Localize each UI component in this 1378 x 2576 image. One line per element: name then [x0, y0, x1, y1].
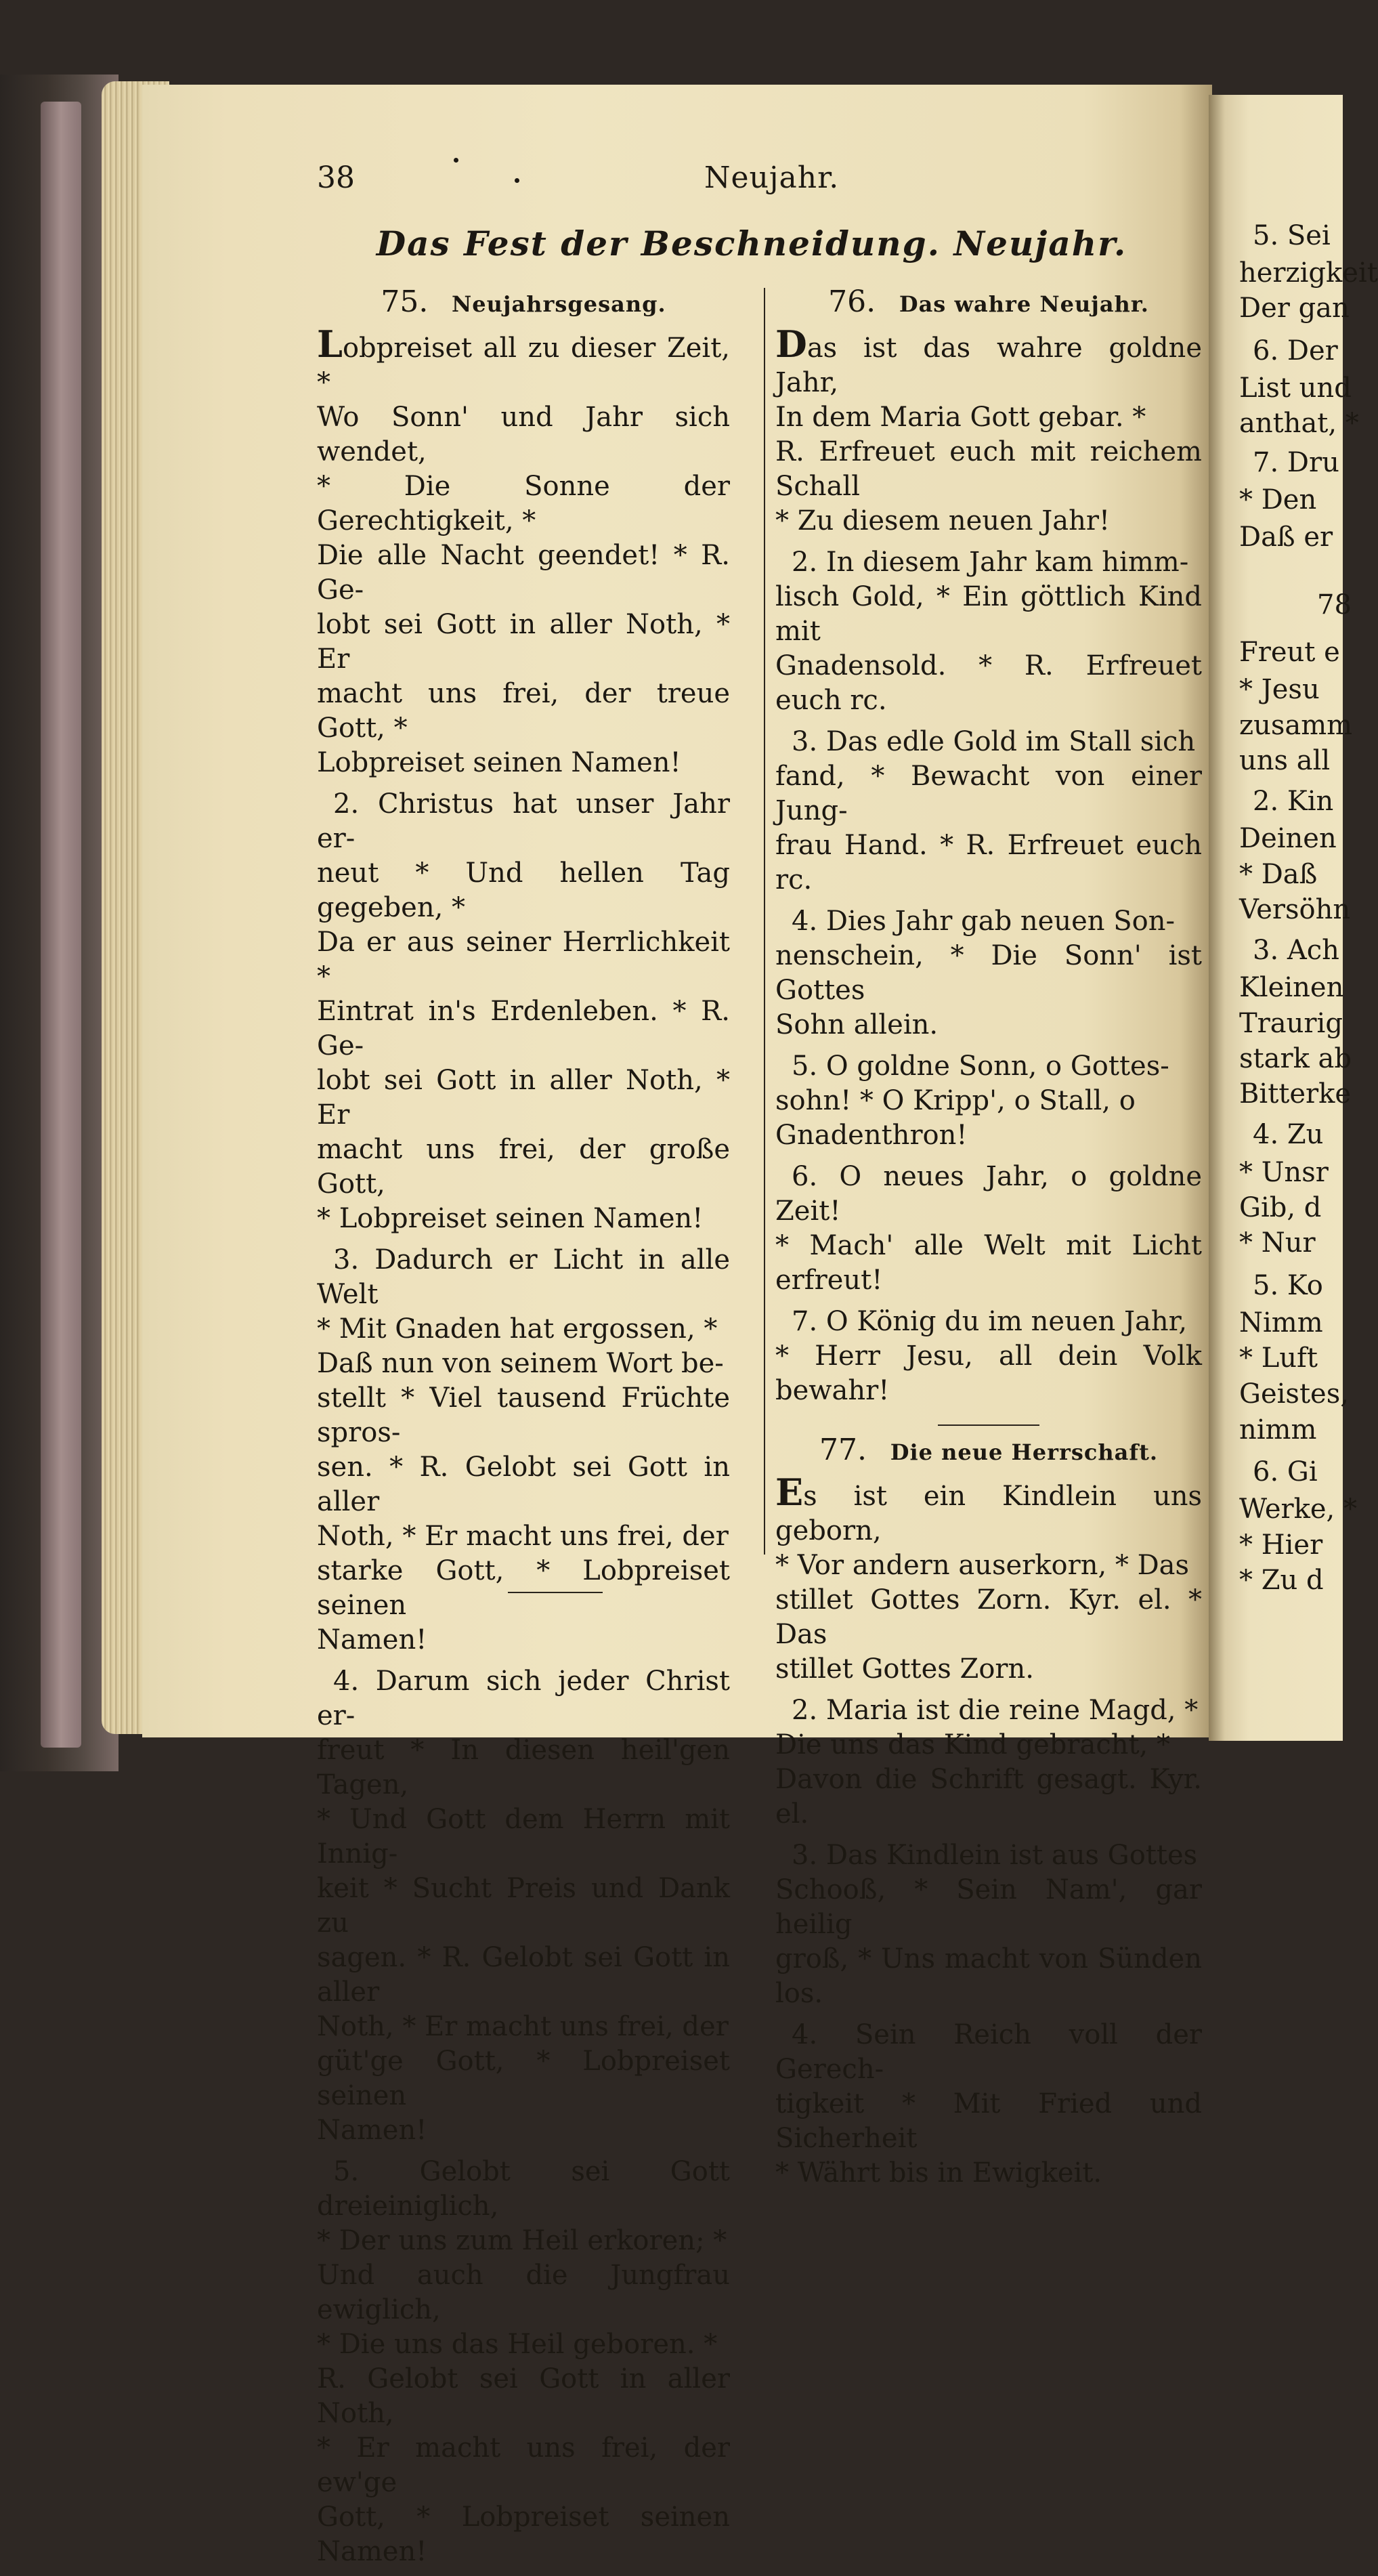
fragment-line: * Den — [1239, 484, 1317, 515]
verse-line: * Mach' alle Welt mit Licht erfreut! — [775, 1230, 1202, 1296]
verse-line: stillet Gottes Zorn. — [775, 1653, 1035, 1685]
verse-line: In dem Maria Gott gebar. * — [775, 402, 1146, 433]
verse-line: * Zu diesem neuen Jahr! — [775, 505, 1111, 536]
hymn-heading — [775, 284, 1202, 322]
verse — [317, 787, 730, 1236]
verse-line: sen. * R. Gelobt sei Gott in aller — [317, 1452, 730, 1517]
fragment-line: 7. Dru — [1253, 447, 1339, 478]
fragment-line: * Zu d — [1239, 1565, 1324, 1596]
fragment-line: Werke, * — [1239, 1494, 1357, 1525]
fragment-line: 4. Zu — [1253, 1119, 1324, 1150]
verse-line: * Er macht uns frei, der ew'ge — [317, 2432, 730, 2498]
fragment-line: 2. Kin — [1253, 786, 1334, 817]
verse-line: Davon die Schrift gesagt. Kyr. el. — [775, 1764, 1202, 1830]
page-number: 38 — [317, 161, 355, 195]
fragment-line: 3. Ach — [1253, 935, 1339, 966]
fragment-line: Bitterke — [1239, 1078, 1352, 1110]
fragment-line: Traurig — [1239, 1008, 1343, 1039]
verse-line: macht uns frei, der große Gott, — [317, 1134, 730, 1200]
verse-line: 3. Dadurch er Licht in alle Welt — [317, 1244, 730, 1310]
verse-line: sagen. * R. Gelobt sei Gott in aller — [317, 1942, 730, 2008]
fragment-line: * Luft — [1239, 1343, 1318, 1374]
running-head: Neujahr. — [704, 161, 840, 195]
verse-line: Namen! — [317, 2115, 427, 2146]
fragment-line: Der gan — [1239, 293, 1350, 324]
verse-line: Namen! — [317, 1624, 427, 1655]
ink-dot — [454, 158, 458, 163]
hymn-number: 75. — [381, 284, 429, 319]
verse-line: stellt * Viel tausend Früchte spros- — [317, 1382, 730, 1448]
verse-line: Schooß, * Sein Nam', gar heilig — [775, 1874, 1202, 1940]
verse-line: * Währt bis in Ewigkeit. — [775, 2157, 1102, 2189]
hymn-title: Das wahre Neujahr. — [899, 291, 1149, 317]
verse-line: * Lobpreiset seinen Namen! — [317, 1203, 704, 1234]
verse-line: freut * In diesen heil'gen Tagen, — [317, 1735, 730, 1800]
fragment-line: 5. Ko — [1253, 1270, 1323, 1301]
fragment-line: Deinen — [1239, 823, 1337, 854]
verse-line: Da er aus seiner Herrlichkeit * — [317, 927, 730, 992]
verse-line: frau Hand. * R. Erfreuet euch rc. — [775, 830, 1202, 895]
verse-line: Wo Sonn' und Jahr sich wendet, — [317, 402, 730, 467]
verse-line: lobt sei Gott in aller Noth, * Er — [317, 1065, 730, 1131]
verse-line: tigkeit * Mit Fried und Sicherheit — [775, 2088, 1202, 2154]
verse-line: starke Gott, * Lobpreiset seinen — [317, 1555, 730, 1621]
verse-line: * Herr Jesu, all dein Volk bewahr! — [775, 1340, 1202, 1406]
verse — [775, 1693, 1202, 1832]
verse-line: keit * Sucht Preis und Dank zu — [317, 1873, 730, 1939]
hymn-title: Neujahrsgesang. — [452, 291, 666, 317]
verse-line: 4. Dies Jahr gab neuen Son- — [792, 906, 1176, 937]
fragment-line: herzigkeit — [1239, 257, 1378, 289]
verse-line: Und auch die Jungfrau ewiglich, — [317, 2260, 730, 2325]
hymn-heading — [317, 284, 730, 322]
verse-line: Gnadenthron! — [775, 1120, 968, 1151]
verse-line: 2. Maria ist die reine Magd, * — [792, 1695, 1199, 1726]
fragment-line: Gib, d — [1239, 1192, 1322, 1223]
verse-line: lobt sei Gott in aller Noth, * Er — [317, 609, 730, 675]
book-page — [142, 85, 1212, 2567]
fragment-line: zusamm — [1239, 710, 1353, 741]
verse — [775, 1305, 1202, 1408]
facing-page-fragment — [1209, 95, 1378, 1741]
verse-line: 3. Das Kindlein ist aus Gottes — [792, 1840, 1198, 1871]
hymn-heading — [775, 1433, 1202, 1470]
verse — [775, 904, 1202, 1042]
verse-line: R. Gelobt sei Gott in aller Noth, — [317, 2363, 730, 2429]
verse-line: * Die Sonne der Gerechtigkeit, * — [317, 471, 730, 536]
fragment-line: 6. Der — [1253, 335, 1338, 366]
fragment-line: uns all — [1239, 745, 1331, 776]
section-end-rule — [508, 1592, 603, 1593]
verse-line: Daß nun von seinem Wort be- — [317, 1348, 724, 1379]
cover-edge — [41, 102, 81, 1748]
verse-line: * Der uns zum Heil erkoren; * — [317, 2225, 727, 2256]
verse-line: Eintrat in's Erdenleben. * R. Ge- — [317, 996, 730, 1061]
fragment-line: 5. Sei — [1253, 220, 1331, 251]
verse-line: groß, * Uns macht von Sünden los. — [775, 1943, 1202, 2009]
fragment-line: 6. Gi — [1253, 1456, 1318, 1487]
verse-line: stillet Gottes Zorn. Kyr. el. * Das — [775, 1584, 1202, 1650]
verse-line: Noth, * Er macht uns frei, der — [317, 1521, 729, 1552]
fragment-line: stark ab — [1239, 1043, 1352, 1074]
verse-line: 2. Christus hat unser Jahr er- — [317, 788, 730, 854]
verse-line: R. Erfreuet euch mit reichem Schall — [775, 436, 1202, 502]
fragment-line: * Hier — [1239, 1529, 1323, 1561]
fragment-line: Geistes, — [1239, 1378, 1349, 1410]
fragment-line: * Unsr — [1239, 1157, 1329, 1188]
verse — [775, 1160, 1202, 1298]
fragment-line: anthat, * — [1239, 408, 1359, 439]
verse — [317, 1664, 730, 2148]
verse-line: Die alle Nacht geendet! * R. Ge- — [317, 540, 730, 606]
verse-line: 2. In diesem Jahr kam himm- — [792, 547, 1189, 578]
ink-dot — [515, 178, 519, 183]
verse-line: * Die uns das Heil geboren. * — [317, 2329, 718, 2360]
verse-line: 7. O König du im neuen Jahr, — [792, 1306, 1188, 1337]
verse — [775, 725, 1202, 898]
verse-line: nenschein, * Die Sonn' ist Gottes — [775, 940, 1202, 1006]
verse — [775, 2018, 1202, 2191]
verse-line: 6. O neues Jahr, o goldne Zeit! — [775, 1161, 1202, 1227]
verse-line: * Vor andern auserkorn, * Das — [775, 1550, 1190, 1581]
verse — [775, 1838, 1202, 2011]
section-divider — [938, 1424, 1039, 1426]
column-divider — [764, 288, 765, 1555]
verse-line: * Mit Gnaden hat ergossen, * — [317, 1313, 718, 1345]
verse-line: Das ist das wahre goldne Jahr, — [775, 322, 1202, 398]
verse — [775, 1471, 1202, 1687]
verse — [775, 1049, 1202, 1153]
verse — [317, 322, 730, 780]
verse-line: 4. Darum sich jeder Christ er- — [317, 1666, 730, 1731]
verse-line: 5. Gelobt sei Gott dreieiniglich, — [317, 2156, 730, 2222]
verse-line: 4. Sein Reich voll der Gerech- — [775, 2019, 1202, 2085]
fragment-line: * Jesu — [1239, 674, 1320, 705]
fragment-line: Freut e — [1239, 637, 1340, 668]
verse — [317, 2155, 730, 2569]
verse-line: 3. Das edle Gold im Stall sich — [792, 726, 1196, 757]
verse-line: lisch Gold, * Ein göttlich Kind mit — [775, 581, 1202, 647]
fragment-line: Versöhn — [1239, 894, 1351, 925]
verse-line: Die uns das Kind gebracht, * — [775, 1729, 1170, 1760]
verse-line: Sohn allein. — [775, 1009, 939, 1040]
verse — [775, 545, 1202, 718]
verse-line: sohn! * O Kripp', o Stall, o — [775, 1085, 1136, 1116]
feast-title: Das Fest der Beschneidung. Neujahr. — [376, 224, 1127, 263]
hymn-title: Die neue Herrschaft. — [890, 1439, 1158, 1465]
verse-line: Lobpreiset seinen Namen! — [317, 747, 681, 778]
verse-line: neut * Und hellen Tag gegeben, * — [317, 858, 730, 923]
verse-line: Noth, * Er macht uns frei, der — [317, 2011, 729, 2042]
verse-line: * Und Gott dem Herrn mit Innig- — [317, 1804, 730, 1870]
hymn-number: 76. — [828, 284, 876, 319]
fragment-line: * Daß — [1239, 859, 1318, 890]
verse-line: Lobpreiset all zu dieser Zeit, * — [317, 322, 730, 398]
verse — [775, 322, 1202, 539]
verse-line: fand, * Bewacht von einer Jung- — [775, 761, 1202, 826]
fragment-line: 78 — [1317, 589, 1352, 620]
fragment-line: Daß er — [1239, 522, 1333, 553]
fragment-line: Kleinen — [1239, 972, 1344, 1003]
verse-line: 5. O goldne Sonn, o Gottes- — [792, 1051, 1169, 1082]
verse-line: Es ist ein Kindlein uns geborn, — [775, 1471, 1202, 1546]
left-column — [317, 284, 730, 2576]
hymn-number: 77. — [819, 1433, 867, 1467]
verse-line: macht uns frei, der treue Gott, * — [317, 678, 730, 744]
right-column — [775, 284, 1202, 2197]
verse — [317, 1243, 730, 1657]
fragment-line: * Nur — [1239, 1227, 1316, 1259]
fragment-line: Nimm — [1239, 1307, 1323, 1338]
verse-line: güt'ge Gott, * Lobpreiset seinen — [317, 2046, 730, 2111]
fragment-line: List und — [1239, 373, 1352, 404]
verse-line: Gott, * Lobpreiset seinen Namen! — [317, 2501, 730, 2567]
verse-line: Gnadensold. * R. Erfreuet euch rc. — [775, 650, 1202, 716]
fragment-line: nimm — [1239, 1414, 1317, 1445]
